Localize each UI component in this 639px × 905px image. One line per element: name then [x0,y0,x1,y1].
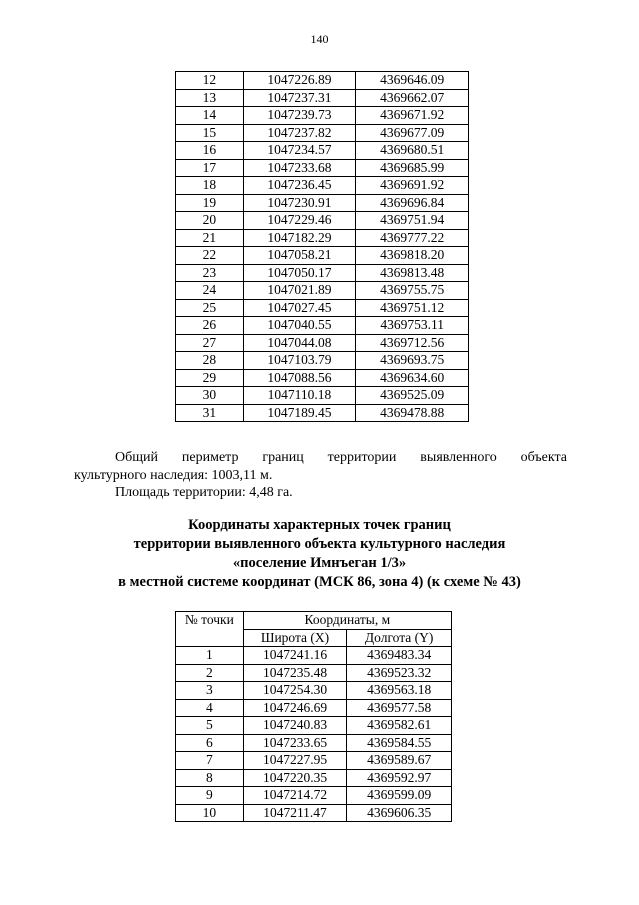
table-row [176,177,469,195]
heading-line-4: в местной системе координат (МСК 86, зона 4) (к схеме № 43) [118,574,521,590]
table-row [176,647,452,665]
point-number-cell: 5 [176,717,244,735]
x-coordinate-cell: 1047237.82 [243,124,356,142]
point-number-cell: 12 [176,72,244,90]
x-coordinate-cell: 1047254.30 [243,682,347,700]
point-number-cell: 18 [176,177,244,195]
y-coordinate-cell: 4369696.84 [356,194,469,212]
y-coordinate-cell: 4369751.94 [356,212,469,230]
table-row [176,804,452,822]
header-latitude: Широта (X) [243,629,347,647]
x-coordinate-cell: 1047027.45 [243,299,356,317]
table-row [176,107,469,125]
table-row [176,787,452,805]
table-row [176,142,469,160]
table-row [176,387,469,405]
y-coordinate-cell: 4369582.61 [347,717,452,735]
point-number-cell: 6 [176,734,244,752]
y-coordinate-cell: 4369478.88 [356,404,469,422]
table-row [176,299,469,317]
y-coordinate-cell: 4369753.11 [356,317,469,335]
y-coordinate-cell: 4369483.34 [347,647,452,665]
table-row [176,717,452,735]
x-coordinate-cell: 1047220.35 [243,769,347,787]
table-row [176,264,469,282]
point-number-cell: 7 [176,752,244,770]
x-coordinate-cell: 1047241.16 [243,647,347,665]
x-coordinate-cell: 1047235.48 [243,664,347,682]
heading-line-3: «поселение Имнъеган 1/3» [232,555,407,571]
x-coordinate-cell: 1047189.45 [243,404,356,422]
point-number-cell: 21 [176,229,244,247]
point-number-cell: 15 [176,124,244,142]
y-coordinate-cell: 4369671.92 [356,107,469,125]
point-number-cell: 8 [176,769,244,787]
x-coordinate-cell: 1047227.95 [243,752,347,770]
table-row [176,124,469,142]
x-coordinate-cell: 1047226.89 [243,72,356,90]
y-coordinate-cell: 4369755.75 [356,282,469,300]
page-number: 140 [310,32,329,46]
point-number-cell: 1 [176,647,244,665]
x-coordinate-cell: 1047088.56 [243,369,356,387]
x-coordinate-cell: 1047103.79 [243,352,356,370]
table-row [176,664,452,682]
coordinates-table [175,611,452,822]
y-coordinate-cell: 4369523.32 [347,664,452,682]
table-row [176,752,452,770]
point-number-cell: 26 [176,317,244,335]
y-coordinate-cell: 4369634.60 [356,369,469,387]
x-coordinate-cell: 1047229.46 [243,212,356,230]
y-coordinate-cell: 4369680.51 [356,142,469,160]
point-number-cell: 17 [176,159,244,177]
area-paragraph: Площадь территории: 4,48 га. [115,485,293,500]
x-coordinate-cell: 1047233.68 [243,159,356,177]
point-number-cell: 19 [176,194,244,212]
y-coordinate-cell: 4369677.09 [356,124,469,142]
point-number-cell: 23 [176,264,244,282]
table-row [176,317,469,335]
x-coordinate-cell: 1047236.45 [243,177,356,195]
table-row [176,682,452,700]
y-coordinate-cell: 4369693.75 [356,352,469,370]
point-number-cell: 29 [176,369,244,387]
x-coordinate-cell: 1047214.72 [243,787,347,805]
perimeter-line-2: культурного наследия: 1003,11 м. [74,468,273,483]
x-coordinate-cell: 1047110.18 [243,387,356,405]
table-row [176,769,452,787]
y-coordinate-cell: 4369606.35 [347,804,452,822]
table-row [176,369,469,387]
point-number-cell: 16 [176,142,244,160]
x-coordinate-cell: 1047240.83 [243,717,347,735]
point-number-cell: 13 [176,89,244,107]
perimeter-line-1: Общий периметр границ территории выявленного объекта [115,450,567,465]
x-coordinate-cell: 1047237.31 [243,89,356,107]
y-coordinate-cell: 4369813.48 [356,264,469,282]
heading-line-2: территории выявленного объекта культурного наследия [133,536,506,552]
y-coordinate-cell: 4369599.09 [347,787,452,805]
x-coordinate-cell: 1047040.55 [243,317,356,335]
table-row [176,89,469,107]
y-coordinate-cell: 4369563.18 [347,682,452,700]
point-number-cell: 10 [176,804,244,822]
section-heading [60,516,579,592]
coordinates-table-continued [175,71,469,422]
point-number-cell: 27 [176,334,244,352]
y-coordinate-cell: 4369589.67 [347,752,452,770]
point-number-cell: 25 [176,299,244,317]
x-coordinate-cell: 1047246.69 [243,699,347,717]
coordinates-table-body-2 [176,647,452,822]
table-row [176,282,469,300]
table-row [176,699,452,717]
point-number-cell: 4 [176,699,244,717]
x-coordinate-cell: 1047021.89 [243,282,356,300]
coordinates-table-body [176,72,469,422]
heading-line-1: Координаты характерных точек границ [188,517,451,533]
point-number-cell: 31 [176,404,244,422]
y-coordinate-cell: 4369577.58 [347,699,452,717]
x-coordinate-cell: 1047211.47 [243,804,347,822]
perimeter-paragraph [74,449,567,485]
header-longitude: Долгота (Y) [347,629,452,647]
y-coordinate-cell: 4369525.09 [356,387,469,405]
header-coordinates: Координаты, м [243,612,451,630]
point-number-cell: 28 [176,352,244,370]
table-row [176,194,469,212]
header-point-number: № точки [176,612,244,647]
x-coordinate-cell: 1047058.21 [243,247,356,265]
table-row [176,734,452,752]
table-row [176,247,469,265]
x-coordinate-cell: 1047234.57 [243,142,356,160]
point-number-cell: 9 [176,787,244,805]
x-coordinate-cell: 1047230.91 [243,194,356,212]
x-coordinate-cell: 1047050.17 [243,264,356,282]
y-coordinate-cell: 4369584.55 [347,734,452,752]
table-row [176,352,469,370]
point-number-cell: 2 [176,664,244,682]
x-coordinate-cell: 1047182.29 [243,229,356,247]
table-row [176,229,469,247]
x-coordinate-cell: 1047233.65 [243,734,347,752]
table-row [176,212,469,230]
table-row [176,72,469,90]
point-number-cell: 30 [176,387,244,405]
table-row [176,159,469,177]
x-coordinate-cell: 1047239.73 [243,107,356,125]
y-coordinate-cell: 4369685.99 [356,159,469,177]
y-coordinate-cell: 4369691.92 [356,177,469,195]
table-row [176,334,469,352]
point-number-cell: 20 [176,212,244,230]
table-row [176,404,469,422]
point-number-cell: 24 [176,282,244,300]
table-header-row [176,612,452,630]
y-coordinate-cell: 4369751.12 [356,299,469,317]
point-number-cell: 22 [176,247,244,265]
point-number-cell: 14 [176,107,244,125]
y-coordinate-cell: 4369662.07 [356,89,469,107]
y-coordinate-cell: 4369712.56 [356,334,469,352]
y-coordinate-cell: 4369592.97 [347,769,452,787]
y-coordinate-cell: 4369818.20 [356,247,469,265]
y-coordinate-cell: 4369777.22 [356,229,469,247]
x-coordinate-cell: 1047044.08 [243,334,356,352]
point-number-cell: 3 [176,682,244,700]
y-coordinate-cell: 4369646.09 [356,72,469,90]
